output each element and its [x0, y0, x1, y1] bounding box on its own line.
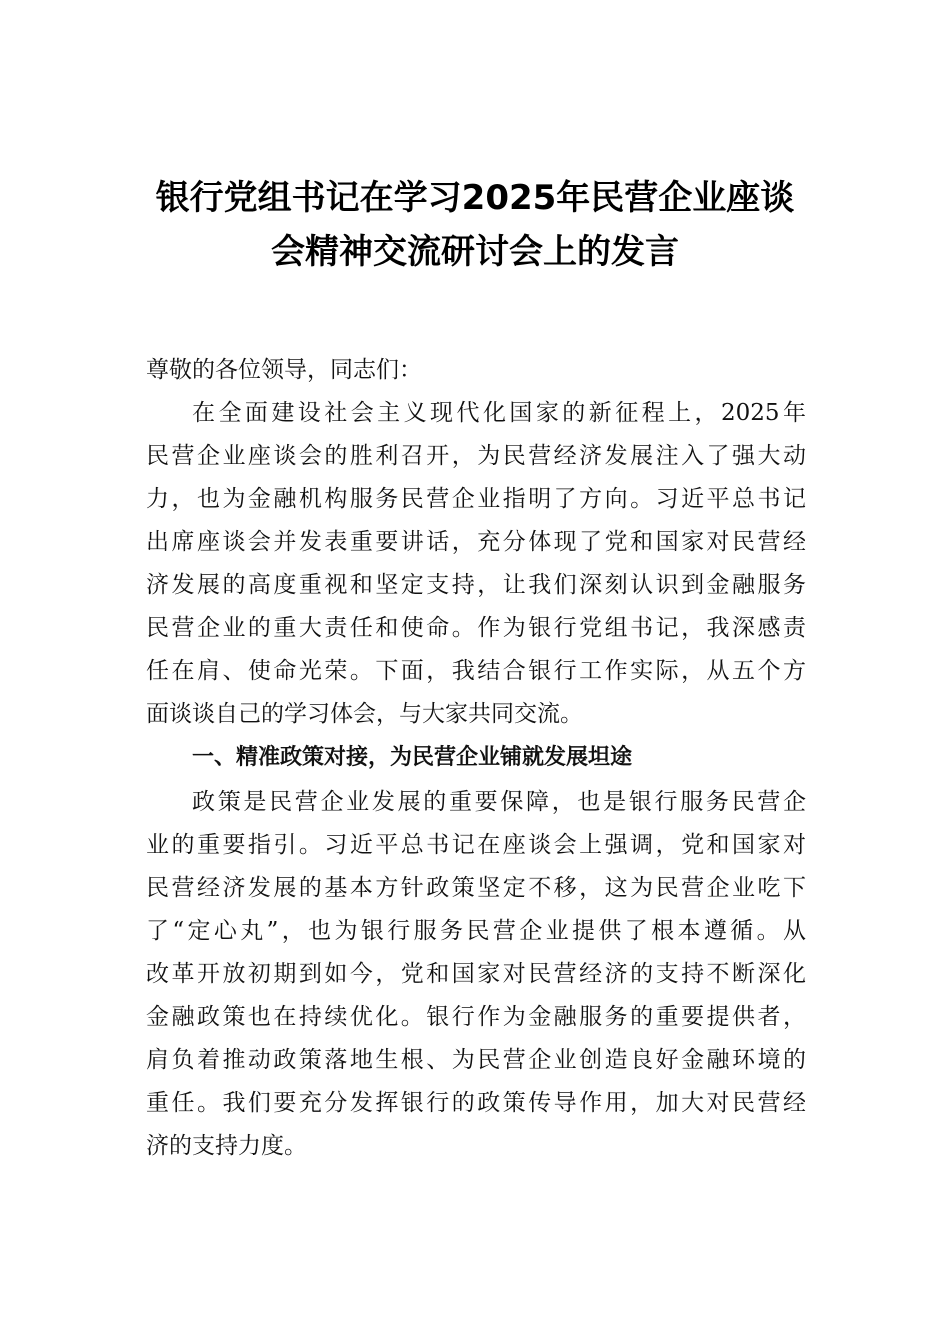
- paragraph-line: 金融政策也在持续优化。银行作为金融服务的重要提供者，: [146, 1004, 806, 1030]
- paragraph-line: 在全面建设社会主义现代化国家的新征程上，2025年: [192, 400, 806, 426]
- paragraph-line: 任在肩、使命光荣。下面，我结合银行工作实际，从五个方: [146, 658, 806, 684]
- paragraph-line: 肩负着推动政策落地生根、为民营企业创造良好金融环境的: [146, 1047, 806, 1073]
- paragraph-line: 力，也为金融机构服务民营企业指明了方向。习近平总书记: [146, 486, 806, 512]
- section-heading: 一、精准政策对接，为民营企业铺就发展坦途: [192, 745, 633, 770]
- paragraph-line: 业的重要指引。习近平总书记在座谈会上强调，党和国家对: [146, 832, 806, 858]
- paragraph-line: 了“定心丸”，也为银行服务民营企业提供了根本遵循。从: [146, 918, 806, 944]
- paragraph-line: 面谈谈自己的学习体会，与大家共同交流。: [146, 701, 583, 727]
- document-title-line-2: 会精神交流研讨会上的发言: [271, 232, 679, 272]
- paragraph-line: 重任。我们要充分发挥银行的政策传导作用，加大对民营经: [146, 1090, 806, 1116]
- paragraph-line: 民营企业座谈会的胜利召开，为民营经济发展注入了强大动: [146, 443, 806, 469]
- paragraph-line: 改革开放初期到如今，党和国家对民营经济的支持不断深化: [146, 961, 806, 987]
- paragraph-line: 民营经济发展的基本方针政策坚定不移，这为民营企业吃下: [146, 875, 806, 901]
- paragraph-line: 出席座谈会并发表重要讲话，充分体现了党和国家对民营经: [146, 529, 806, 555]
- salutation: 尊敬的各位领导，同志们：: [146, 357, 422, 383]
- paragraph-line: 民营企业的重大责任和使命。作为银行党组书记，我深感责: [146, 615, 806, 641]
- document-title-line-1: 银行党组书记在学习2025年民营企业座谈: [155, 178, 795, 218]
- paragraph-line: 济的支持力度。: [146, 1133, 307, 1159]
- paragraph-line: 济发展的高度重视和坚定支持，让我们深刻认识到金融服务: [146, 572, 806, 598]
- paragraph-line: 政策是民营企业发展的重要保障，也是银行服务民营企: [192, 789, 806, 815]
